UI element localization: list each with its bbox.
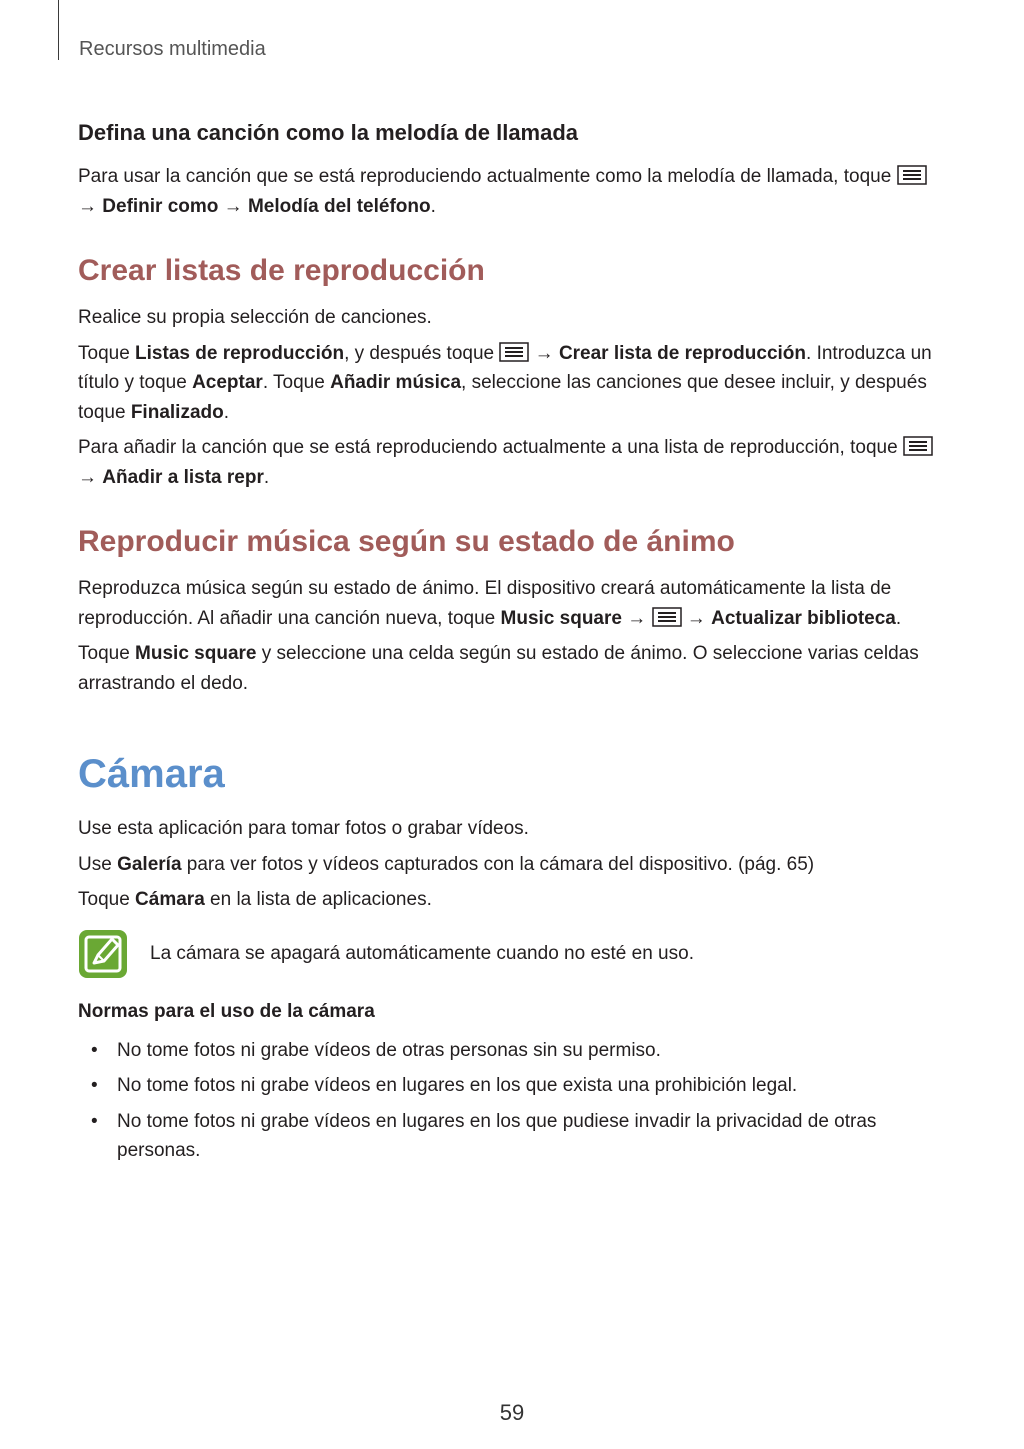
note-text: La cámara se apagará automáticamente cuando no esté en uso. — [150, 942, 694, 964]
menu-option: Definir como — [102, 195, 219, 217]
menu-option: Añadir a lista repr — [102, 466, 264, 488]
bullet: • — [91, 1075, 98, 1096]
arrow: → — [529, 342, 559, 364]
text: Para añadir la canción que se está reproduciendo actualmente a una lista de reproducción, toque — [78, 437, 903, 458]
text: en la lista de aplicaciones. — [204, 889, 432, 910]
list-item — [78, 1036, 958, 1066]
list-item-text: No tome fotos ni grabe vídeos en lugares en los que exista una prohibición legal. — [117, 1075, 798, 1096]
section-create-playlists — [78, 251, 958, 492]
text: . — [895, 607, 902, 629]
list-item — [78, 1107, 958, 1166]
paragraph: Use esta aplicación para tomar fotos o grabar vídeos. — [78, 818, 529, 839]
list-item-text: No tome fotos ni grabe vídeos en lugares en los que pudiese invadir la privacidad de otras personas. — [117, 1110, 877, 1161]
menu-option: Music square — [500, 607, 622, 629]
menu-option: Aceptar — [192, 372, 263, 393]
paragraph — [78, 885, 958, 915]
menu-option: Actualizar biblioteca — [711, 607, 896, 629]
text: , y después toque — [344, 342, 500, 364]
text: para ver fotos y vídeos capturados con la cámara del dispositivo. (pág. 65) — [181, 853, 815, 875]
menu-option: Music square — [135, 643, 257, 664]
text: , seleccione las canciones que desee incluir, y después toque — [78, 372, 927, 423]
menu-key-icon — [499, 342, 529, 362]
arrow: → — [218, 195, 248, 217]
note-pencil-icon — [78, 929, 128, 979]
menu-option: Crear lista de reproducción — [558, 342, 807, 364]
paragraph: Realice su propia selección de canciones. — [78, 307, 432, 328]
rules-list — [78, 1036, 958, 1166]
list-item — [78, 1071, 958, 1101]
text: . Introduzca un título y toque — [78, 342, 932, 393]
text: . Toque — [262, 372, 331, 393]
menu-key-icon — [897, 165, 927, 185]
text: Para usar la canción que se está reproduciendo actualmente como la melodía de llamada, toque — [78, 166, 897, 187]
section-mood-music — [78, 522, 958, 698]
text: . — [430, 195, 436, 217]
text: y seleccione una celda según su estado de ánimo. O seleccione varias celdas arrastrando el dedo. — [78, 643, 919, 694]
paragraph — [78, 162, 958, 221]
section-title: Reproducir música según su estado de ánimo — [78, 525, 735, 558]
menu-option: Galería — [117, 853, 182, 875]
menu-option: Listas de reproducción — [135, 342, 345, 364]
arrow: → — [78, 466, 103, 488]
menu-option: Finalizado — [130, 401, 224, 423]
text: Toque — [78, 643, 136, 664]
section-title: Defina una canción como la melodía de llamada — [78, 120, 579, 145]
arrow: → — [681, 607, 712, 629]
text: Toque — [78, 342, 136, 364]
arrow: → — [78, 195, 103, 217]
text: . — [223, 401, 230, 423]
paragraph — [78, 850, 958, 880]
menu-option: Añadir música — [330, 372, 462, 393]
paragraph — [78, 574, 958, 633]
text: Toque — [78, 889, 136, 910]
bullet: • — [91, 1039, 98, 1061]
paragraph — [78, 339, 958, 428]
arrow: → — [621, 607, 652, 629]
section-camera — [78, 748, 958, 1166]
list-item-text: No tome fotos ni grabe vídeos de otras personas sin su permiso. — [117, 1039, 661, 1061]
bullet: • — [91, 1110, 98, 1132]
menu-key-icon — [652, 607, 682, 627]
text: Reproduzca música según su estado de ánimo. El dispositivo creará automáticamente la lista de reproducción. Al añadir una canción nueva, toque — [78, 578, 892, 629]
margin-rule — [58, 0, 59, 60]
menu-option: Cámara — [135, 889, 205, 910]
paragraph — [78, 433, 958, 492]
section-title: Crear listas de reproducción — [78, 254, 485, 287]
note-box — [78, 929, 958, 979]
menu-key-icon — [903, 436, 933, 456]
chapter-title: Cámara — [78, 752, 225, 796]
menu-option: Melodía del teléfono — [247, 195, 431, 217]
running-head: Recursos multimedia — [79, 38, 266, 60]
page-number: 59 — [499, 1400, 525, 1425]
text: Use — [78, 853, 118, 875]
page-content — [78, 118, 958, 1172]
section-set-ringtone — [78, 118, 958, 221]
text: . — [263, 466, 270, 488]
rules-title: Normas para el uso de la cámara — [78, 1000, 375, 1022]
paragraph — [78, 639, 958, 698]
